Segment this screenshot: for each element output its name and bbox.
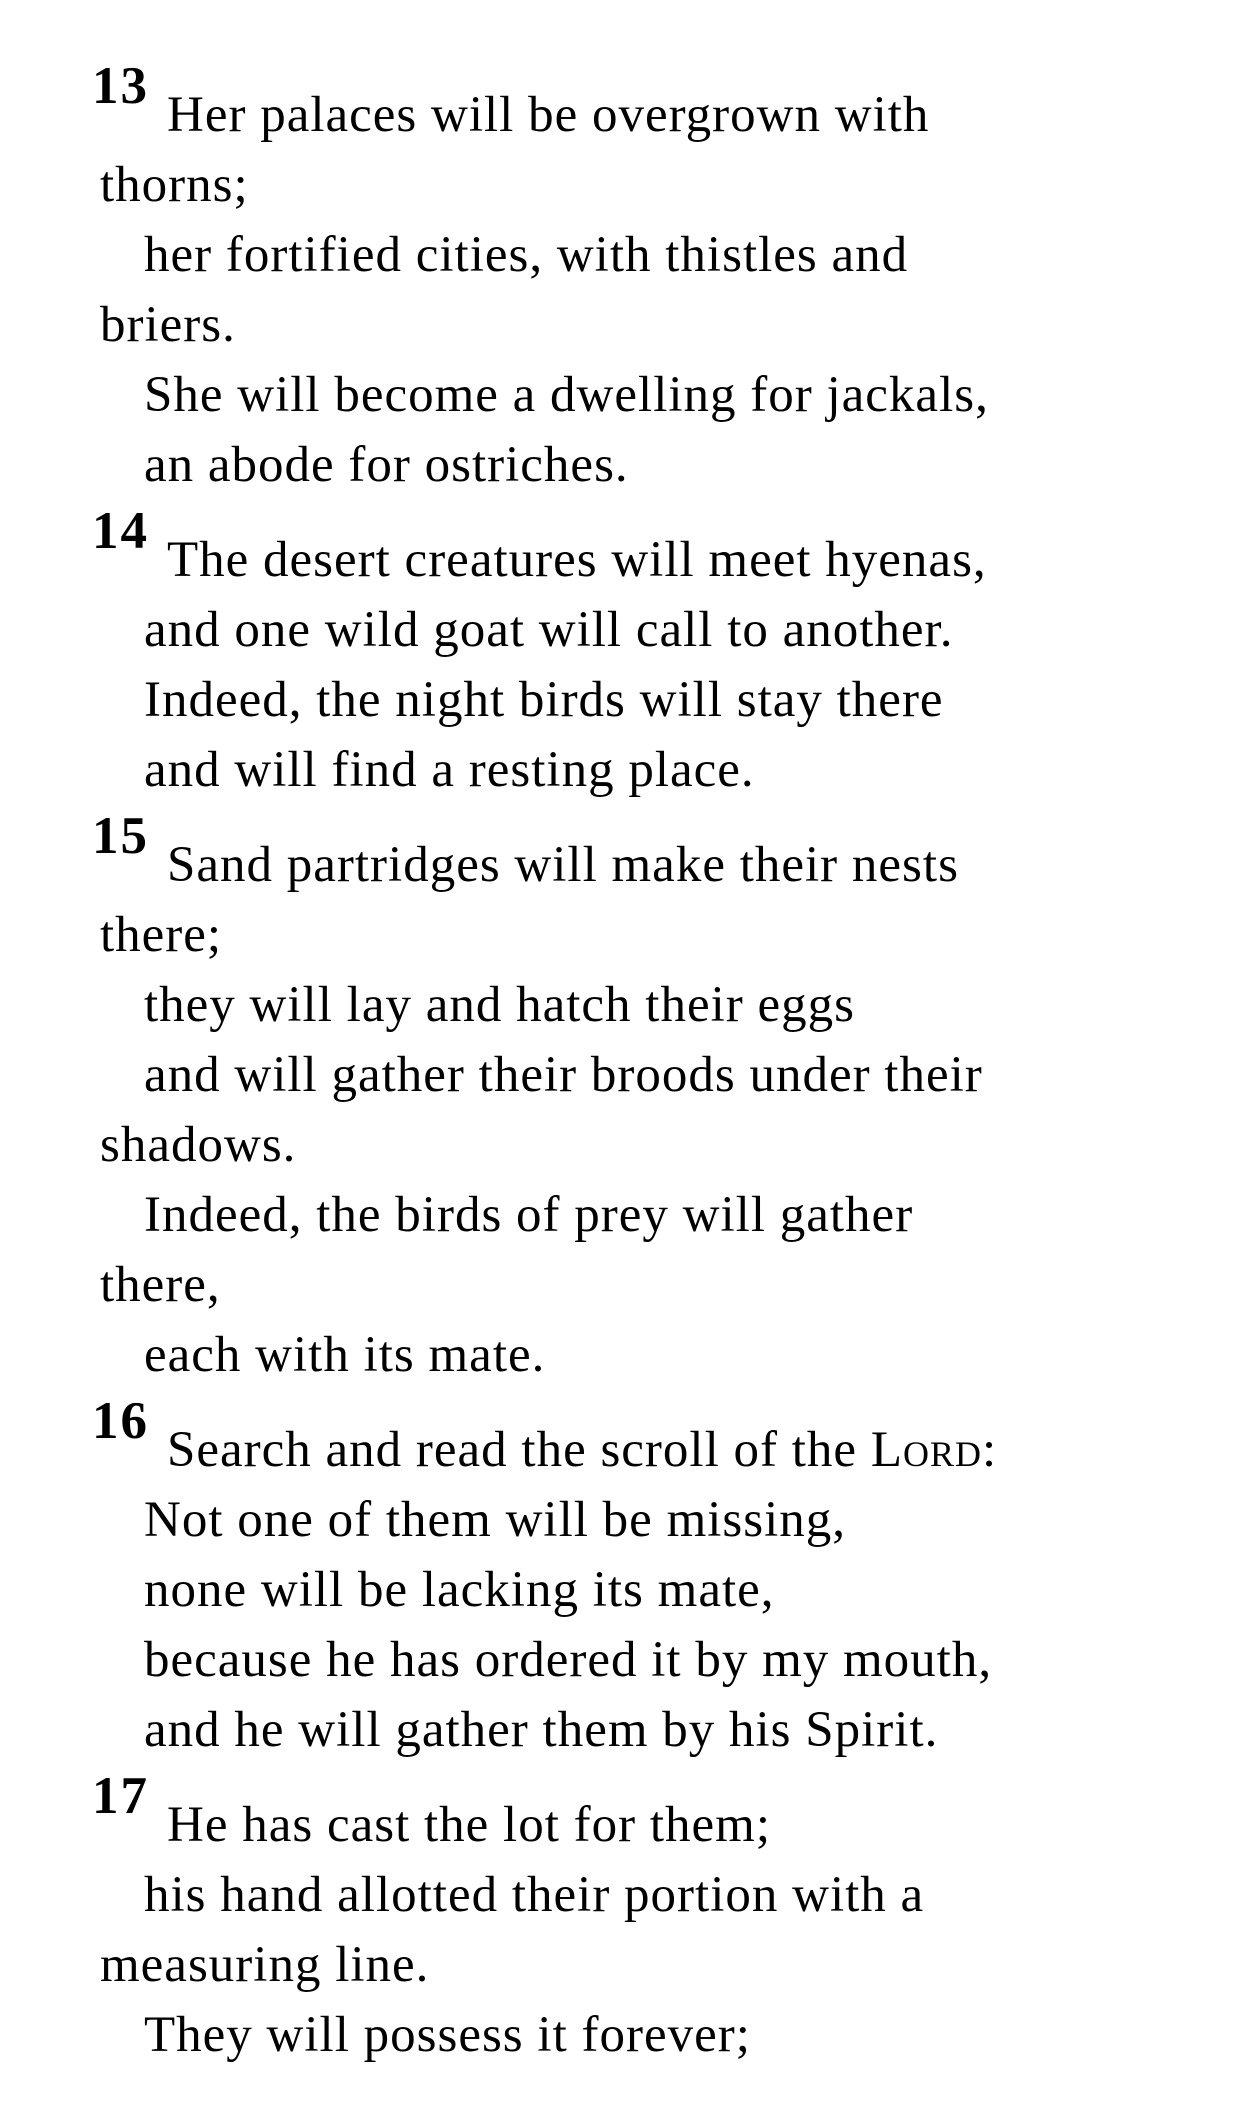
verse-line	[100, 220, 1182, 290]
verse-text-segment: Indeed, the birds of prey will gather	[144, 1187, 914, 1243]
verse-line	[100, 150, 1182, 220]
divine-name-small-caps: Lord	[870, 1422, 982, 1478]
verse-15	[92, 807, 1182, 1390]
verse-text-segment: there;	[100, 907, 223, 963]
verse-text-segment: his hand allotted their portion with a	[144, 1867, 925, 1923]
verse-line	[92, 502, 1182, 595]
verse-text-segment: Indeed, the night birds will stay there	[144, 672, 944, 728]
verse-text-segment: each with its mate.	[144, 1327, 546, 1383]
verse-line	[100, 360, 1182, 430]
verse-text-segment: an abode for ostriches.	[144, 437, 629, 493]
verse-text-segment: and he will gather them by his Spirit.	[144, 1702, 939, 1758]
verse-line	[100, 1250, 1182, 1320]
verse-text-segment: Sand partridges will make their nests	[167, 837, 959, 893]
verse-13	[92, 57, 1182, 500]
verse-16	[92, 1392, 1182, 1765]
verse-line	[100, 1110, 1182, 1180]
verse-text-segment: measuring line.	[100, 1937, 430, 1993]
verse-text-segment: there,	[100, 1257, 221, 1313]
verse-text-segment: and one wild goat will call to another.	[144, 602, 954, 658]
verse-line	[100, 1040, 1182, 1110]
verse-line	[92, 57, 1182, 150]
verse-text-segment: Search and read the scroll of the	[167, 1422, 871, 1478]
verse-line	[100, 430, 1182, 500]
verse-text-segment: thorns;	[100, 157, 249, 213]
verse-line	[92, 807, 1182, 900]
verse-text-segment: none will be lacking its mate,	[144, 1562, 775, 1618]
verse-number: 14	[92, 502, 149, 560]
verse-line	[100, 1860, 1182, 1930]
verse-text-segment: The desert creatures will meet hyenas,	[167, 532, 987, 588]
verse-line	[100, 2000, 1182, 2070]
verse-line	[100, 970, 1182, 1040]
verse-text-segment: briers.	[100, 297, 236, 353]
verse-text-segment: and will find a resting place.	[144, 742, 755, 798]
verse-text-segment: Her palaces will be overgrown with	[167, 87, 930, 143]
verse-line	[100, 1485, 1182, 1555]
verse-text-segment: He has cast the lot for them;	[167, 1797, 771, 1853]
verse-line	[100, 1930, 1182, 2000]
verse-line	[100, 1625, 1182, 1695]
verse-line	[100, 665, 1182, 735]
verse-line	[92, 1767, 1182, 1860]
verse-14	[92, 502, 1182, 805]
verse-line	[100, 1695, 1182, 1765]
verse-line	[92, 1392, 1182, 1485]
verse-line	[100, 1320, 1182, 1390]
verse-number: 15	[92, 807, 149, 865]
verse-line	[100, 735, 1182, 805]
passage-text	[92, 57, 1182, 2070]
verse-text-segment: her fortified cities, with thistles and	[144, 227, 909, 283]
verse-line	[100, 595, 1182, 665]
verse-number: 17	[92, 1767, 149, 1825]
verse-line	[100, 290, 1182, 360]
verse-line	[100, 1555, 1182, 1625]
verse-number: 16	[92, 1392, 149, 1450]
verse-number: 13	[92, 57, 149, 115]
verse-text-segment: Not one of them will be missing,	[144, 1492, 847, 1548]
verse-text-segment: :	[981, 1422, 998, 1478]
verse-line	[100, 1180, 1182, 1250]
verse-text-segment: they will lay and hatch their eggs	[144, 977, 855, 1033]
verse-line	[100, 900, 1182, 970]
verse-text-segment: and will gather their broods under their	[144, 1047, 983, 1103]
verse-text-segment: They will possess it forever;	[144, 2007, 751, 2063]
verse-text-segment: because he has ordered it by my mouth,	[144, 1632, 993, 1688]
verse-text-segment: She will become a dwelling for jackals,	[144, 367, 989, 423]
verse-17	[92, 1767, 1182, 2070]
verse-text-segment: shadows.	[100, 1117, 297, 1173]
